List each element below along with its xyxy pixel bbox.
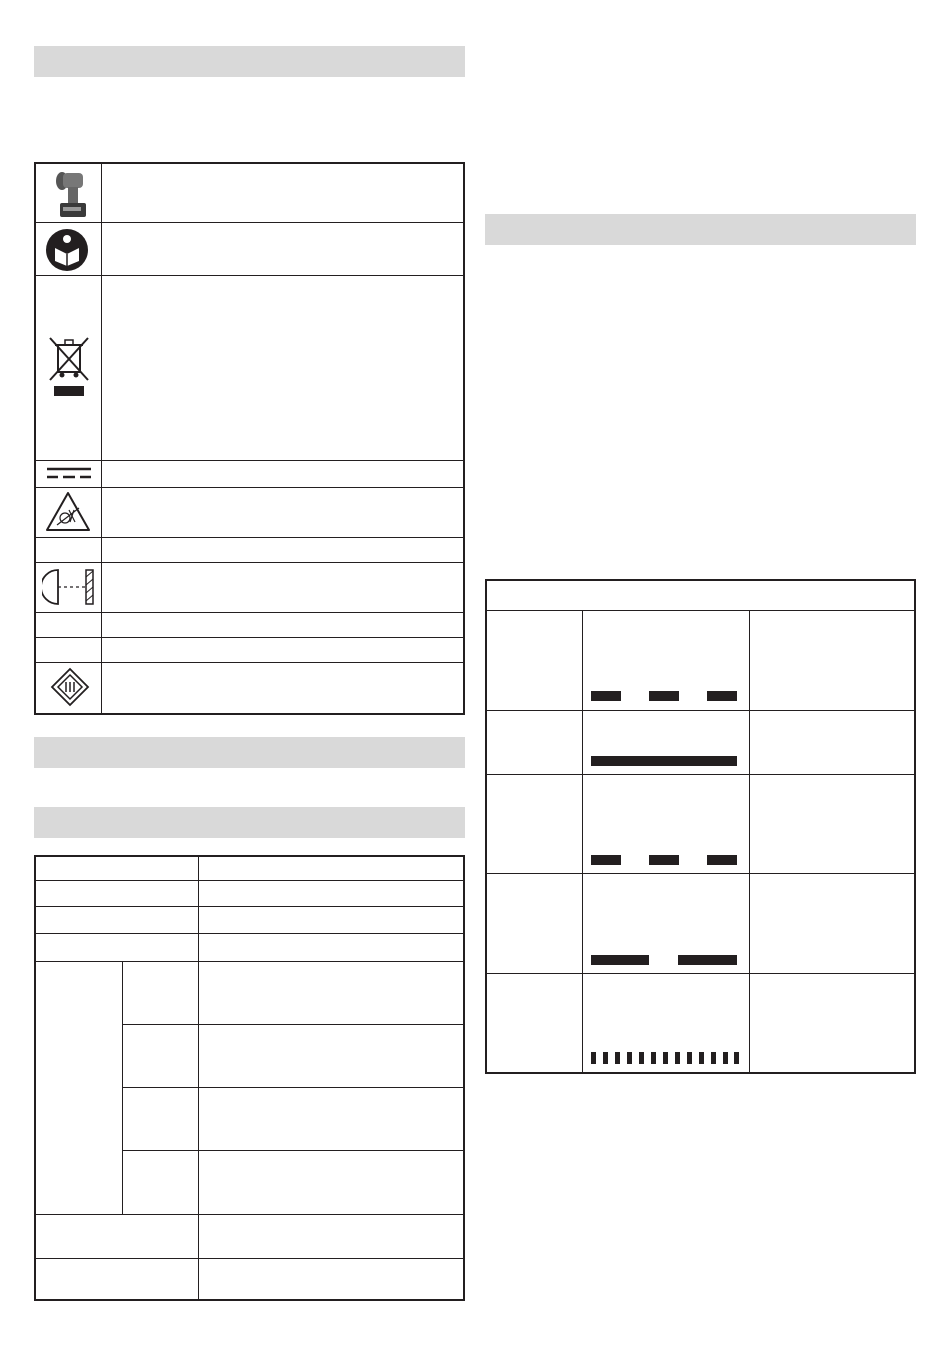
- laser-warning-icon: [45, 491, 91, 533]
- read-manual-icon: [45, 228, 89, 272]
- drill-battery-icon: [53, 166, 89, 220]
- section-heading-bar: [34, 807, 465, 838]
- specifications-table: [34, 855, 465, 1301]
- column-divider: [101, 164, 102, 713]
- section-heading-bar: [485, 214, 916, 245]
- column-divider: [582, 610, 583, 1072]
- symbols-table: [34, 162, 465, 715]
- section-heading-bar: [34, 737, 465, 768]
- column-divider: [198, 857, 199, 1299]
- crossed-out-bin-icon: [48, 336, 90, 398]
- section-heading-bar: [34, 46, 465, 77]
- dc-current-icon: [46, 466, 92, 480]
- column-divider: [749, 610, 750, 1072]
- light-beam-distance-icon: [42, 567, 96, 607]
- class-iii-diamond-icon: [50, 667, 90, 707]
- led-indicator-table: [485, 579, 916, 1074]
